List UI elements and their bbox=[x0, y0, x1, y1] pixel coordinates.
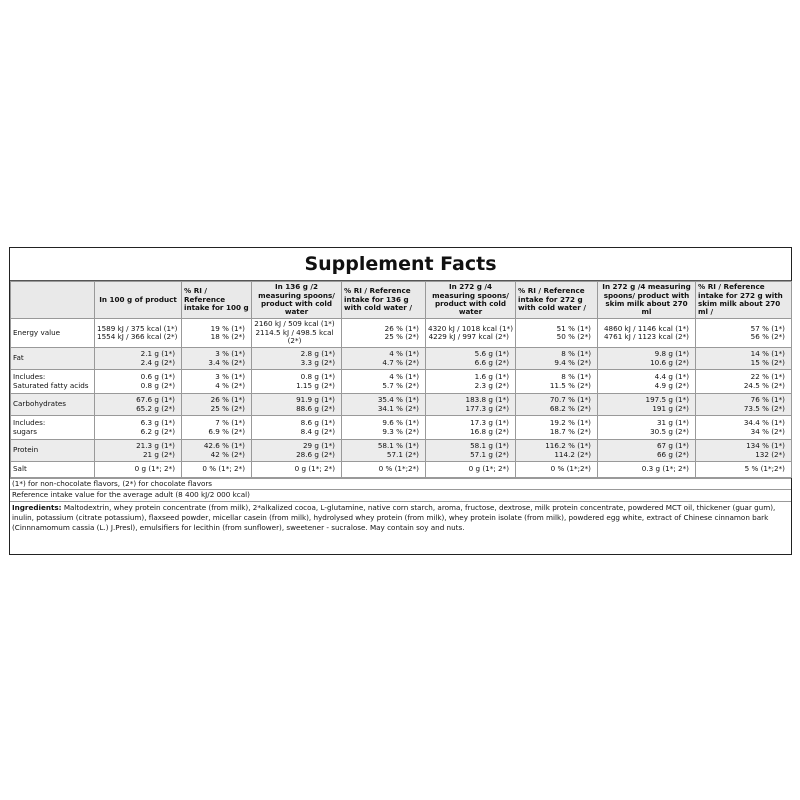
cell-line: 65.2 g (2*) bbox=[136, 403, 175, 413]
table-cell bbox=[342, 319, 426, 348]
cell-line: 0 g (1*; 2*) bbox=[294, 464, 335, 474]
cell-line: 57.1 (2*) bbox=[386, 449, 419, 459]
cell-line: 22 % (1*) bbox=[750, 372, 785, 382]
cell-line: 11.5 % (2*) bbox=[549, 380, 591, 390]
cell-line: 9.8 g (1*) bbox=[654, 349, 689, 359]
cell-line: 21.3 g (1*) bbox=[136, 441, 175, 451]
ingredients-label: Ingredients: bbox=[12, 502, 62, 512]
cell-line: 1589 kJ / 375 kcal (1*) bbox=[97, 323, 178, 333]
row-label-line: Includes: bbox=[13, 418, 46, 428]
cell-line: 25 % (2*) bbox=[384, 332, 419, 341]
column-header-5: In 272 g /4 measuring spoons/ product with cold water bbox=[426, 282, 516, 319]
cell-line: 132 (2*) bbox=[755, 449, 785, 459]
table-cell bbox=[95, 394, 182, 416]
table-cell bbox=[95, 462, 182, 478]
column-header-1: In 100 g of product bbox=[95, 282, 182, 319]
cell-line: 10.6 g (2*) bbox=[650, 357, 689, 367]
table-row bbox=[11, 394, 792, 416]
table-cell bbox=[182, 394, 252, 416]
supplement-facts-panel bbox=[9, 247, 792, 555]
row-label bbox=[11, 348, 95, 370]
footnotes bbox=[10, 478, 791, 501]
table-cell bbox=[252, 348, 342, 370]
cell-line: 6.9 % (2*) bbox=[208, 426, 245, 436]
column-header-6: % RI / Reference intake for 272 g with cold water / bbox=[516, 282, 598, 319]
cell-line: 0 % (1*;2*) bbox=[378, 464, 419, 474]
nutrition-table bbox=[10, 281, 792, 478]
cell-line: 3.3 g (2*) bbox=[300, 357, 335, 367]
footnote-reference-intake: Reference intake value for the average adult (8 400 kJ/2 000 kcal) bbox=[10, 489, 791, 500]
table-cell bbox=[252, 440, 342, 462]
table-cell bbox=[696, 416, 792, 440]
table-cell bbox=[598, 416, 696, 440]
cell-line: 34 % (2*) bbox=[750, 426, 785, 436]
row-label-line: Energy value bbox=[13, 327, 61, 337]
cell-line: 3 % (1*) bbox=[215, 372, 245, 382]
ingredients-section bbox=[10, 501, 791, 535]
cell-line: 114.2 (2*) bbox=[554, 449, 591, 459]
row-label bbox=[11, 319, 95, 348]
column-header-8: % RI / Reference intake for 272 g with skim milk about 270 ml / bbox=[696, 282, 792, 319]
cell-line: 42.6 % (1*) bbox=[203, 441, 245, 451]
cell-line: 4860 kJ / 1146 kcal (1*) bbox=[603, 323, 689, 333]
column-header-0 bbox=[11, 282, 95, 319]
table-cell bbox=[516, 370, 598, 394]
cell-line: 0 g (1*; 2*) bbox=[134, 464, 175, 474]
table-cell bbox=[252, 462, 342, 478]
cell-line: 6.3 g (1*) bbox=[140, 418, 175, 428]
cell-line: 2.4 g (2*) bbox=[140, 357, 175, 367]
table-cell bbox=[426, 440, 516, 462]
cell-line: 31 g (1*) bbox=[656, 418, 689, 428]
table-cell bbox=[696, 394, 792, 416]
footnote-flavors: (1*) for non-chocolate flavors, (2*) for chocolate flavors bbox=[10, 478, 791, 489]
cell-line: 3 % (1*) bbox=[215, 349, 245, 359]
table-row bbox=[11, 319, 792, 348]
table-row bbox=[11, 348, 792, 370]
table-body bbox=[11, 319, 792, 478]
cell-line: 4.4 g (1*) bbox=[654, 372, 689, 382]
table-cell bbox=[598, 394, 696, 416]
cell-line: 42 % (2*) bbox=[210, 449, 245, 459]
table-cell bbox=[95, 319, 182, 348]
cell-line: 67.6 g (1*) bbox=[136, 395, 175, 405]
cell-line: 28.6 g (2*) bbox=[296, 449, 335, 459]
cell-line: 183.8 g (1*) bbox=[465, 395, 509, 405]
cell-line: 51 % (1*) bbox=[556, 323, 591, 333]
row-label bbox=[11, 394, 95, 416]
table-cell bbox=[182, 370, 252, 394]
table-cell bbox=[342, 440, 426, 462]
cell-line: 4320 kJ / 1018 kcal (1*) bbox=[428, 323, 514, 333]
cell-line: 1.15 g (2*) bbox=[296, 380, 335, 390]
cell-line: 4.9 g (2*) bbox=[654, 380, 689, 390]
row-label-line: Includes: bbox=[13, 372, 46, 382]
table-cell bbox=[182, 319, 252, 348]
table-cell bbox=[516, 348, 598, 370]
cell-line: 4.7 % (2*) bbox=[382, 357, 419, 367]
table-cell bbox=[696, 462, 792, 478]
table-cell bbox=[696, 348, 792, 370]
cell-line: 15 % (2*) bbox=[750, 357, 785, 367]
cell-line: 58.1 g (1*) bbox=[470, 441, 509, 451]
ingredients-text: Maltodextrin, whey protein concentrate (from milk), 2*alkalized cocoa, L-glutamine, native corn starch, aroma, fructose, dextrose, milk protein concentrate, powdered MCT oil, thickener (guar gum), inulin, potassium (citrate potassium), flaxseed powder, micellar casein (from milk), hydrolysed whey protein (from milk), whey protein isolate (from milk), powdered egg white, extract of Chinese cinnamon bark (Cinnnamomum cassia (L.) J.Presl), emulsifiers for lecithin (from sunflower), sweetener - sucralose. May contain soy and nuts. bbox=[12, 502, 776, 533]
table-header-row bbox=[11, 282, 792, 319]
cell-line: 0.8 g (2*) bbox=[140, 380, 175, 390]
table-row bbox=[11, 462, 792, 478]
cell-line: 35.4 % (1*) bbox=[377, 395, 419, 405]
table-cell bbox=[252, 416, 342, 440]
cell-line: 8 % (1*) bbox=[561, 349, 591, 359]
table-cell bbox=[426, 462, 516, 478]
table-cell bbox=[342, 370, 426, 394]
column-header-3: In 136 g /2 measuring spoons/ product with cold water bbox=[252, 282, 342, 319]
cell-line: 73.5 % (2*) bbox=[743, 403, 785, 413]
row-label-line: Salt bbox=[13, 464, 27, 474]
cell-line: 1554 kJ / 366 kcal (2*) bbox=[97, 332, 178, 341]
cell-line: 0.6 g (1*) bbox=[140, 372, 175, 382]
cell-line: 0 g (1*; 2*) bbox=[468, 464, 509, 474]
table-cell bbox=[342, 348, 426, 370]
cell-line: 19.2 % (1*) bbox=[549, 418, 591, 428]
cell-line: 0 % (1*;2*) bbox=[550, 464, 591, 474]
table-cell bbox=[598, 319, 696, 348]
cell-line: 2.8 g (1*) bbox=[300, 349, 335, 359]
cell-line: 2114.5 kJ / 498.5 kcal bbox=[255, 327, 334, 337]
cell-line: 16.8 g (2*) bbox=[470, 426, 509, 436]
cell-line: 26 % (1*) bbox=[384, 323, 419, 333]
cell-line: 57 % (1*) bbox=[750, 323, 785, 333]
cell-line: 50 % (2*) bbox=[556, 332, 591, 341]
table-cell bbox=[426, 394, 516, 416]
cell-line: 4229 kJ / 997 kcal (2*) bbox=[428, 332, 509, 341]
table-cell bbox=[426, 348, 516, 370]
table-cell bbox=[426, 370, 516, 394]
cell-line: 26 % (1*) bbox=[210, 395, 245, 405]
table-row bbox=[11, 370, 792, 394]
cell-line: 19 % (1*) bbox=[210, 323, 245, 333]
cell-line: 177.3 g (2*) bbox=[465, 403, 509, 413]
cell-line: 2160 kJ / 509 kcal (1*) bbox=[254, 319, 335, 329]
cell-line: 68.2 % (2*) bbox=[549, 403, 591, 413]
cell-line: 18.7 % (2*) bbox=[549, 426, 591, 436]
table-cell bbox=[342, 394, 426, 416]
table-cell bbox=[342, 462, 426, 478]
row-label-line: Fat bbox=[13, 353, 24, 363]
cell-line: 25 % (2*) bbox=[210, 403, 245, 413]
cell-line: 66 g (2*) bbox=[656, 449, 689, 459]
cell-line: 1.6 g (1*) bbox=[474, 372, 509, 382]
cell-line: 5.6 g (1*) bbox=[474, 349, 509, 359]
cell-line: 67 g (1*) bbox=[656, 441, 689, 451]
cell-line: 9.3 % (2*) bbox=[382, 426, 419, 436]
table-cell bbox=[516, 462, 598, 478]
row-label bbox=[11, 440, 95, 462]
cell-line: 4 % (1*) bbox=[389, 372, 419, 382]
cell-line: 56 % (2*) bbox=[750, 332, 785, 341]
cell-line: 3.4 % (2*) bbox=[208, 357, 245, 367]
table-cell bbox=[426, 319, 516, 348]
cell-line: 29 g (1*) bbox=[302, 441, 335, 451]
table-cell bbox=[516, 416, 598, 440]
table-cell bbox=[252, 394, 342, 416]
table-cell bbox=[182, 416, 252, 440]
cell-line: 91.9 g (1*) bbox=[296, 395, 335, 405]
cell-line: 76 % (1*) bbox=[750, 395, 785, 405]
cell-line: 18 % (2*) bbox=[210, 332, 245, 341]
cell-line: 8.6 g (1*) bbox=[300, 418, 335, 428]
cell-line: 6.2 g (2*) bbox=[140, 426, 175, 436]
cell-line: 34.1 % (2*) bbox=[377, 403, 419, 413]
cell-line: 70.7 % (1*) bbox=[549, 395, 591, 405]
table-cell bbox=[598, 348, 696, 370]
table-cell bbox=[516, 440, 598, 462]
cell-line: 58.1 % (1*) bbox=[377, 441, 419, 451]
cell-line: 21 g (2*) bbox=[142, 449, 175, 459]
table-cell bbox=[182, 440, 252, 462]
row-label-line: Carbohydrates bbox=[13, 399, 67, 409]
cell-line: 9.4 % (2*) bbox=[554, 357, 591, 367]
table-cell bbox=[95, 440, 182, 462]
cell-line: 7 % (1*) bbox=[215, 418, 245, 428]
table-cell bbox=[696, 319, 792, 348]
cell-line: 9.6 % (1*) bbox=[382, 418, 419, 428]
table-cell bbox=[426, 416, 516, 440]
cell-line: 191 g (2*) bbox=[652, 403, 689, 413]
table-cell bbox=[95, 416, 182, 440]
cell-line: 4 % (1*) bbox=[389, 349, 419, 359]
cell-line: 17.3 g (1*) bbox=[470, 418, 509, 428]
table-row bbox=[11, 416, 792, 440]
cell-line: 0 % (1*; 2*) bbox=[202, 464, 245, 474]
table-cell bbox=[182, 348, 252, 370]
cell-line: 2.3 g (2*) bbox=[474, 380, 509, 390]
cell-line: 5.7 % (2*) bbox=[382, 380, 419, 390]
table-cell bbox=[696, 440, 792, 462]
table-cell bbox=[95, 348, 182, 370]
cell-line: 116.2 % (1*) bbox=[545, 441, 591, 451]
cell-line: 197.5 g (1*) bbox=[645, 395, 689, 405]
cell-line: 134 % (1*) bbox=[746, 441, 785, 451]
cell-line: 0.8 g (1*) bbox=[300, 372, 335, 382]
cell-line: 57.1 g (2*) bbox=[470, 449, 509, 459]
row-label-line: Protein bbox=[13, 445, 39, 455]
cell-line: (2*) bbox=[287, 336, 302, 346]
cell-line: 88.6 g (2*) bbox=[296, 403, 335, 413]
row-label bbox=[11, 416, 95, 440]
row-label-line: Saturated fatty acids bbox=[13, 380, 89, 390]
panel-title: Supplement Facts bbox=[10, 248, 791, 281]
row-label bbox=[11, 370, 95, 394]
table-cell bbox=[252, 319, 342, 348]
cell-line: 34.4 % (1*) bbox=[743, 418, 785, 428]
column-header-2: % RI / Reference intake for 100 g bbox=[182, 282, 252, 319]
table-cell bbox=[598, 370, 696, 394]
table-cell bbox=[342, 416, 426, 440]
table-row bbox=[11, 440, 792, 462]
cell-line: 0.3 g (1*; 2*) bbox=[641, 464, 689, 474]
column-header-4: % RI / Reference intake for 136 g with cold water / bbox=[342, 282, 426, 319]
cell-line: 24.5 % (2*) bbox=[743, 380, 785, 390]
cell-line: 6.6 g (2*) bbox=[474, 357, 509, 367]
table-cell bbox=[252, 370, 342, 394]
table-cell bbox=[516, 394, 598, 416]
cell-line: 30.5 g (2*) bbox=[650, 426, 689, 436]
table-cell bbox=[598, 440, 696, 462]
cell-line: 4 % (2*) bbox=[215, 380, 245, 390]
cell-line: 8.4 g (2*) bbox=[300, 426, 335, 436]
column-header-7: In 272 g /4 measuring spoons/ product with skim milk about 270 ml bbox=[598, 282, 696, 319]
row-label-line: sugars bbox=[13, 426, 37, 436]
cell-line: 5 % (1*;2*) bbox=[744, 464, 785, 474]
table-cell bbox=[598, 462, 696, 478]
cell-line: 14 % (1*) bbox=[750, 349, 785, 359]
table-cell bbox=[696, 370, 792, 394]
cell-line: 8 % (1*) bbox=[561, 372, 591, 382]
cell-line: 2.1 g (1*) bbox=[140, 349, 175, 359]
table-cell bbox=[182, 462, 252, 478]
table-cell bbox=[95, 370, 182, 394]
table-cell bbox=[516, 319, 598, 348]
cell-line: 4761 kJ / 1123 kcal (2*) bbox=[603, 332, 689, 341]
row-label bbox=[11, 462, 95, 478]
